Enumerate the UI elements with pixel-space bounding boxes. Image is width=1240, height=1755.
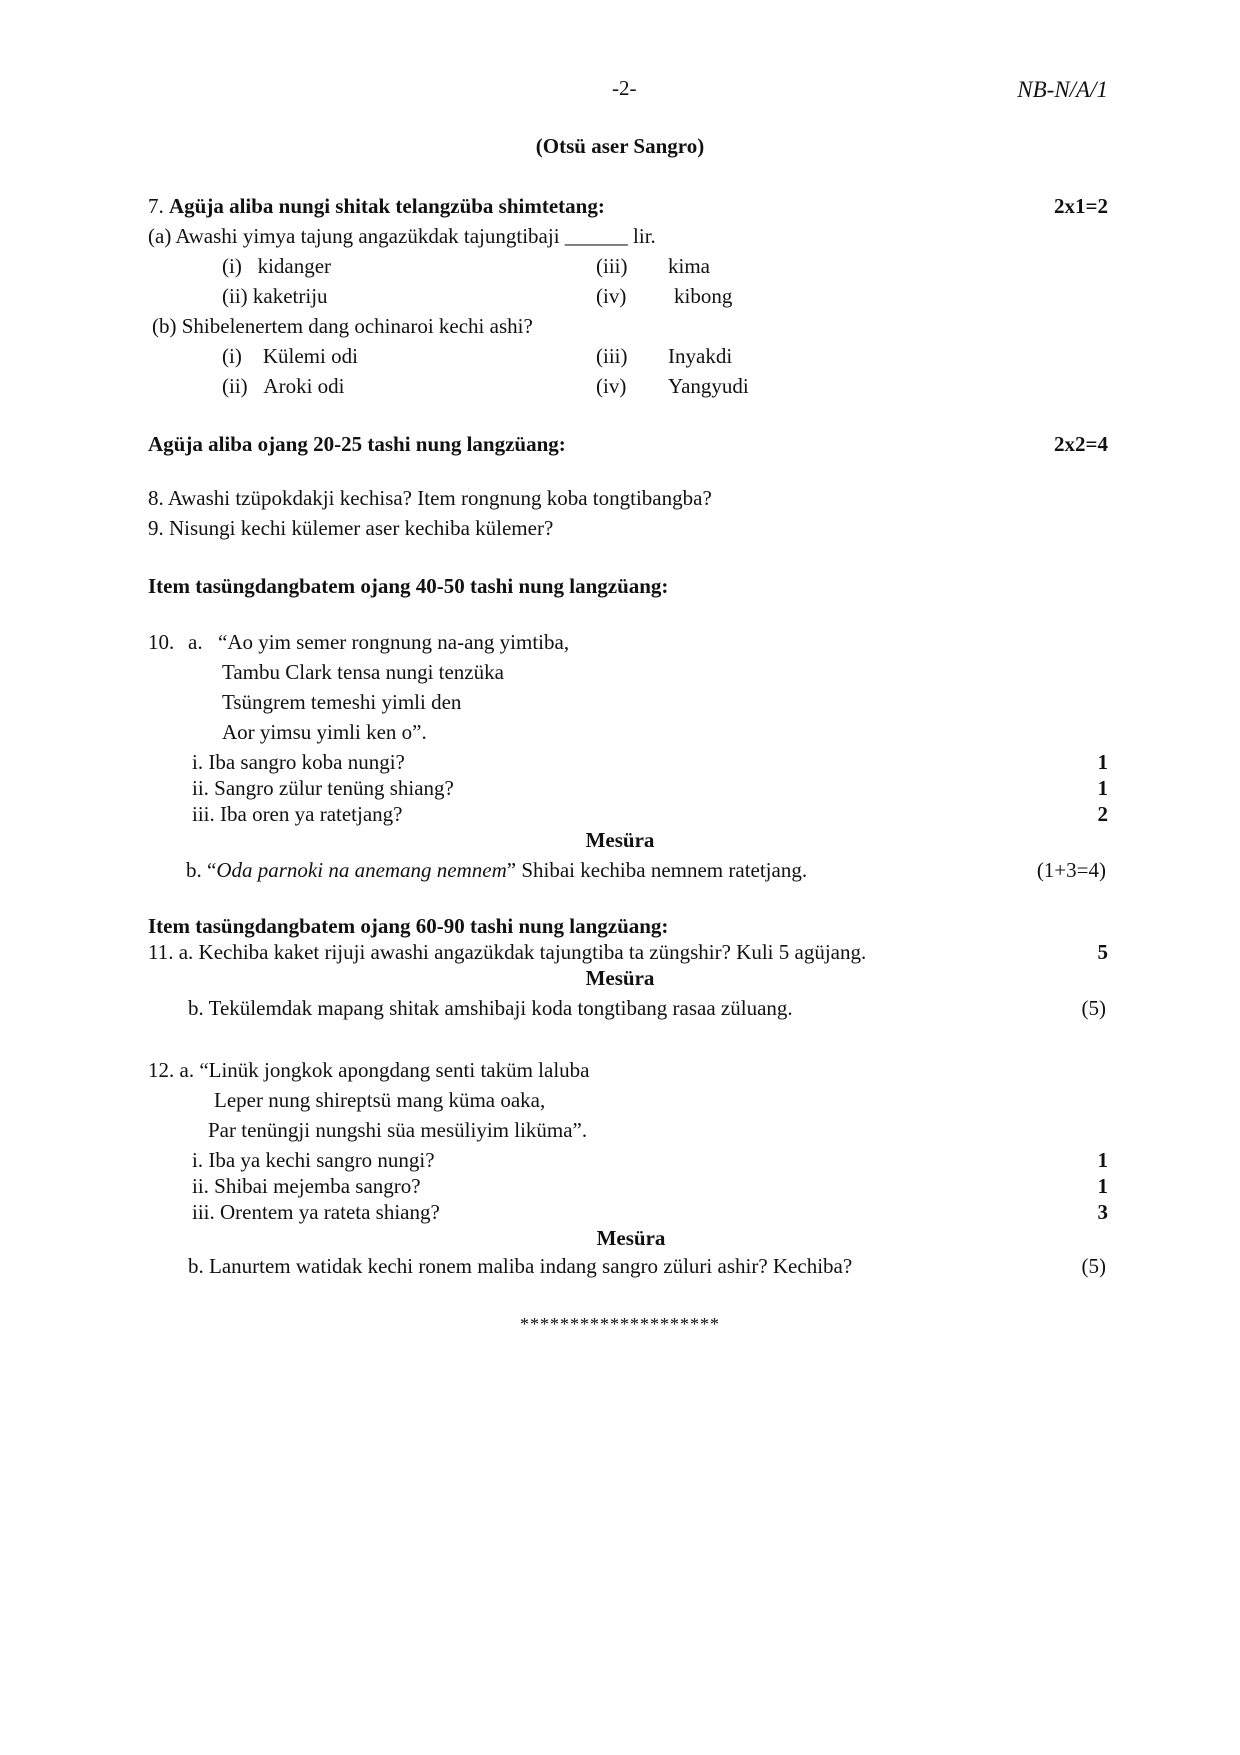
q7b-option-iii-num: (iii) [596, 344, 628, 368]
q12-sub-iii: iii. Orentem ya rateta shiang? [192, 1200, 440, 1224]
short-answer-marks: 2x2=4 [1054, 432, 1108, 456]
long-answer-instruction-2: Item tasüngdangbatem ojang 60-90 tashi nung langzüang: [148, 914, 669, 938]
q12-sub-i-marks: 1 [1097, 1148, 1108, 1172]
q7b-option-iv-num: (iv) [596, 374, 627, 398]
q10-verse-line-2: Tambu Clark tensa nungi tenzüka [222, 660, 504, 684]
question-8: 8. Awashi tzüpokdakji kechisa? Item rongnung koba tongtibangba? [148, 486, 712, 510]
question-7-instruction: Agüja aliba nungi shitak telangzüba shimtetang: [169, 194, 605, 218]
q10-sub-ii-marks: 1 [1097, 776, 1108, 800]
q11-or-label: Mesüra [585, 966, 655, 990]
end-marker: ******************** [520, 1314, 720, 1334]
q12-or-label: Mesüra [596, 1226, 666, 1250]
question-7a-stem: (a) Awashi yimya tajung angazükdak tajungtibaji ______ lir. [148, 224, 656, 248]
question-10a-label: a. [188, 630, 203, 654]
q12-verse-line-1: 12. a. “Linük jongkok apongdang senti taküm laluba [148, 1058, 590, 1082]
q10-or-label: Mesüra [585, 828, 655, 852]
question-11a-marks: 5 [1097, 940, 1108, 964]
question-11b-marks: (5) [1081, 996, 1106, 1020]
q7a-option-iii-num: (iii) [596, 254, 628, 278]
question-10-number: 10. [148, 630, 175, 654]
q12-verse-line-3: Par tenüngji nungshi süa mesüliyim liküma”. [208, 1118, 588, 1142]
question-11a: 11. a. Kechiba kaket rijuji awashi angazükdak tajungtiba ta züngshir? Kuli 5 agüjang. [148, 940, 867, 964]
question-7b-stem: (b) Shibelenertem dang ochinaroi kechi ashi? [152, 314, 533, 338]
q7b-option-i: (i) Külemi odi [222, 344, 358, 368]
page-number: -2- [612, 76, 637, 100]
q12-sub-i: i. Iba ya kechi sangro nungi? [192, 1148, 435, 1172]
q12-sub-ii-marks: 1 [1097, 1174, 1108, 1198]
short-answer-instruction: Agüja aliba ojang 20-25 tashi nung langzüang: [148, 432, 566, 456]
q10-verse-line-4: Aor yimsu yimli ken o”. [222, 720, 427, 744]
q12-sub-iii-marks: 3 [1097, 1200, 1108, 1224]
question-12b: b. Lanurtem watidak kechi ronem maliba indang sangro züluri ashir? Kechiba? [188, 1254, 853, 1278]
q7a-option-ii: (ii) kaketriju [222, 284, 328, 308]
question-10b-marks: (1+3=4) [1036, 858, 1106, 882]
question-10b: b. “Oda parnoki na anemang nemnem” Shibai kechiba nemnem ratetjang. [186, 858, 808, 882]
q7a-option-iv-text: kibong [674, 284, 733, 308]
question-7-number: 7. [148, 194, 164, 218]
section-title: (Otsü aser Sangro) [535, 134, 705, 158]
q7a-option-iv-num: (iv) [596, 284, 627, 308]
question-7-heading [148, 194, 605, 219]
paper-code: NB-N/A/1 [1017, 77, 1108, 102]
q7b-option-iii-text: Inyakdi [668, 344, 733, 368]
q12-sub-ii: ii. Shibai mejemba sangro? [192, 1174, 421, 1198]
q7b-option-iv-text: Yangyudi [668, 374, 749, 398]
question-7-marks: 2x1=2 [1054, 194, 1108, 218]
q10-sub-iii: iii. Iba oren ya ratetjang? [192, 802, 403, 826]
question-10b-quote: Oda parnoki na anemang nemnem [216, 858, 507, 882]
question-12b-marks: (5) [1081, 1254, 1106, 1278]
q10-verse-line-3: Tsüngrem temeshi yimli den [222, 690, 462, 714]
q12-verse-line-2: Leper nung shireptsü mang küma oaka, [214, 1088, 546, 1112]
long-answer-instruction-1: Item tasüngdangbatem ojang 40-50 tashi nung langzüang: [148, 574, 669, 598]
q10-verse-line-1: “Ao yim semer rongnung na-ang yimtiba, [218, 630, 570, 654]
question-9: 9. Nisungi kechi külemer aser kechiba külemer? [148, 516, 554, 540]
q7a-option-iii-text: kima [668, 254, 710, 278]
q7a-option-i: (i) kidanger [222, 254, 332, 278]
question-11b: b. Tekülemdak mapang shitak amshibaji koda tongtibang rasaa züluang. [188, 996, 793, 1020]
q10-sub-iii-marks: 2 [1097, 802, 1108, 826]
q10-sub-ii: ii. Sangro zülur tenüng shiang? [192, 776, 454, 800]
q10-sub-i-marks: 1 [1097, 750, 1108, 774]
q10-sub-i: i. Iba sangro koba nungi? [192, 750, 405, 774]
q7b-option-ii: (ii) Aroki odi [222, 374, 345, 398]
